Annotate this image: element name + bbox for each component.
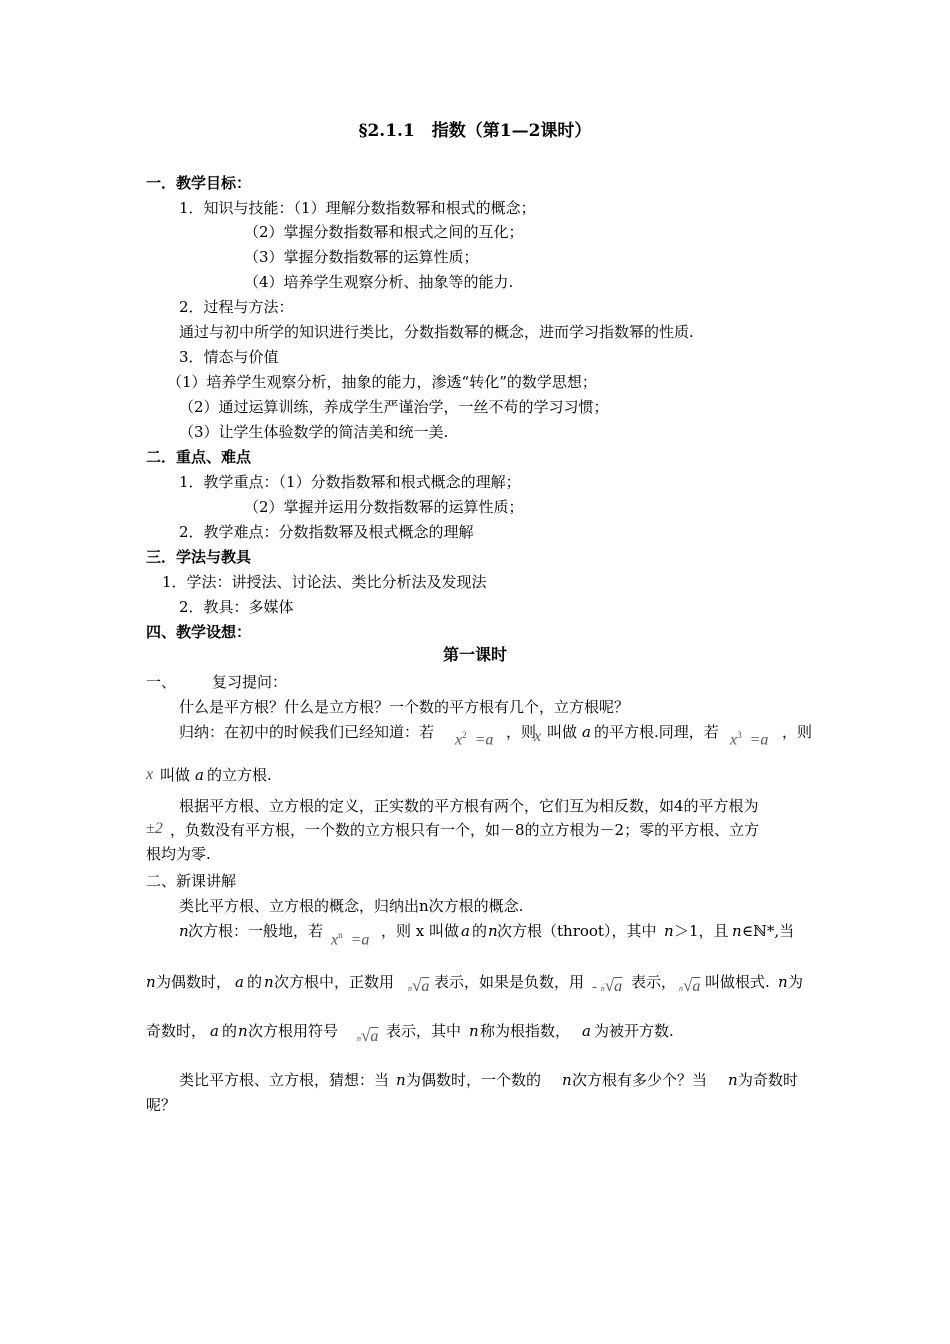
section-heading-methods: 三．学法与教具 xyxy=(146,548,252,566)
text-fragment: 为被开方数. xyxy=(594,1022,674,1040)
goal-line: （4）培养学生观察分析、抽象等的能力. xyxy=(244,273,514,291)
text-fragment: 次方根有多少个？当 xyxy=(572,1071,708,1089)
section-heading-keypoints: 二．重点、难点 xyxy=(146,448,252,466)
paragraph-line: 根均为零. xyxy=(146,845,211,863)
section-heading-goals: 一．教学目标： xyxy=(146,174,252,192)
variable-n: n xyxy=(146,973,156,991)
goal-line: 通过与初中所学的知识进行类比，分数指数幂的概念，进而学习指数幂的性质. xyxy=(179,323,694,341)
text-fragment: 次方根：一般地，若 xyxy=(188,922,324,940)
variable-n: n xyxy=(728,1071,738,1089)
variable-a: a xyxy=(582,723,591,741)
text-fragment: 的 xyxy=(472,922,488,940)
equation-x-n: $x^n =a$ xyxy=(331,930,370,949)
variable-n: n xyxy=(562,1071,572,1089)
lesson-heading: 第一课时 xyxy=(442,645,507,664)
paragraph-line: 类比平方根、立方根的概念，归纳出n次方根的概念. xyxy=(179,897,524,915)
page-title: §2.1.1 指数（第1—2课时） xyxy=(358,121,592,141)
text-fragment: ，则 xyxy=(782,723,813,741)
text-fragment: 类比平方根、立方根，猜想：当 xyxy=(179,1071,390,1089)
text-fragment: 叫做 xyxy=(160,766,191,784)
text-fragment: 的 xyxy=(222,1022,238,1040)
goal-line: 1．知识与技能：（1）理解分数指数幂和根式的概念； xyxy=(179,199,536,217)
variable-a: a xyxy=(195,766,204,784)
keypoint-line: 1．教学重点：（1）分数指数幂和根式概念的理解； xyxy=(179,473,521,491)
text-fragment: ，则 xyxy=(506,723,537,741)
variable-n: n xyxy=(664,922,674,940)
variable-n: n xyxy=(732,922,742,940)
variable-x: x xyxy=(146,766,154,783)
plus-minus-two: ±2 xyxy=(146,820,163,837)
variable-n: n xyxy=(396,1071,406,1089)
variable-n: n xyxy=(469,1022,479,1040)
goal-line: （2）掌握分数指数幂和根式之间的互化； xyxy=(244,223,524,241)
text-fragment: 奇数时， xyxy=(146,1022,207,1040)
text-fragment: ＞1，且 xyxy=(674,922,729,940)
equation-x-squared: $x^2 =a$ xyxy=(455,730,494,749)
variable-x: x xyxy=(534,728,542,745)
goal-line: （3）让学生体验数学的简洁美和统一美. xyxy=(179,423,449,441)
equation-x-cubed: $x^3 =a$ xyxy=(730,730,769,749)
text-fragment: 为奇数时 xyxy=(738,1071,799,1089)
text-fragment: 的立方根. xyxy=(207,766,272,784)
goal-line: （2）通过运算训练，养成学生严谨治学，一丝不苟的学习习惯； xyxy=(179,398,609,416)
goal-line: 3．情态与价值 xyxy=(179,348,279,366)
goal-line: 2．过程与方法： xyxy=(179,298,294,316)
goal-line: （3）掌握分数指数幂的运算性质； xyxy=(244,248,479,266)
section-heading-design: 四、教学设想： xyxy=(146,623,252,641)
text-fragment: 的平方根.同理，若 xyxy=(594,723,719,741)
variable-a: a xyxy=(582,1022,591,1040)
keypoint-line: 2．教学难点：分数指数幂及根式概念的理解 xyxy=(179,523,474,541)
variable-n: n xyxy=(179,922,189,940)
variable-a: a xyxy=(210,1022,219,1040)
text-fragment: 为 xyxy=(788,973,804,991)
text-fragment: 为偶数时，一个数的 xyxy=(406,1071,542,1089)
goal-line: （1）培养学生观察分析，抽象的能力，渗透“转化”的数学思想； xyxy=(167,373,597,391)
variable-a: a xyxy=(461,922,470,940)
nth-root-symbol: $^n$√a xyxy=(679,976,701,995)
text-fragment: 为偶数时， xyxy=(156,973,232,991)
paragraph-line: 根据平方根、立方根的定义，正实数的平方根有两个，它们互为相反数，如4的平方根为 xyxy=(179,797,759,815)
variable-n: n xyxy=(488,922,498,940)
review-number: 一、 xyxy=(146,673,177,691)
paragraph-line: ，负数没有平方根，一个数的立方根只有一个，如－8的立方根为－2；零的平方根、立方 xyxy=(170,821,760,839)
keypoint-line: （2）掌握并运用分数指数幂的运算性质； xyxy=(244,498,524,516)
variable-n: n xyxy=(238,1022,248,1040)
text-fragment: 叫做 xyxy=(547,723,578,741)
text-fragment: 称为根指数， xyxy=(480,1022,571,1040)
review-title: 复习提问： xyxy=(212,673,288,691)
variable-n: n xyxy=(264,973,274,991)
nth-root-symbol: $^n$√a xyxy=(408,976,430,995)
review-question: 什么是平方根？什么是立方根？一个数的平方根有几个，立方根呢？ xyxy=(179,698,630,716)
text-fragment: ∈ℕ*,当 xyxy=(742,922,795,940)
text-fragment: 次方根用符号 xyxy=(248,1022,339,1040)
variable-n: n xyxy=(778,973,788,991)
text-fragment: 表示，其中 xyxy=(386,1022,462,1040)
text-fragment: 表示， xyxy=(631,973,677,991)
text-fragment: 表示，如果是负数，用 xyxy=(434,973,585,991)
text-fragment: 次方根（throot），其中 xyxy=(497,922,657,940)
method-line: 2．教具：多媒体 xyxy=(179,598,294,616)
nth-root-symbol: $^n$√a xyxy=(357,1026,379,1045)
text-fragment: 归纳：在初中的时候我们已经知道：若 xyxy=(179,723,435,741)
text-fragment: 叫做根式. xyxy=(705,973,770,991)
text-fragment: 次方根中，正数用 xyxy=(274,973,395,991)
text-fragment: ，则 x 叫做 xyxy=(381,922,459,940)
method-line: 1．学法：讲授法、讨论法、类比分析法及发现法 xyxy=(162,573,487,591)
text-fragment: 的 xyxy=(247,973,263,991)
variable-a: a xyxy=(235,973,244,991)
section-title-new-lesson: 二、新课讲解 xyxy=(146,872,237,890)
text-fragment: 呢？ xyxy=(146,1096,177,1114)
negative-nth-root-symbol: - $^n$√a xyxy=(592,976,623,995)
